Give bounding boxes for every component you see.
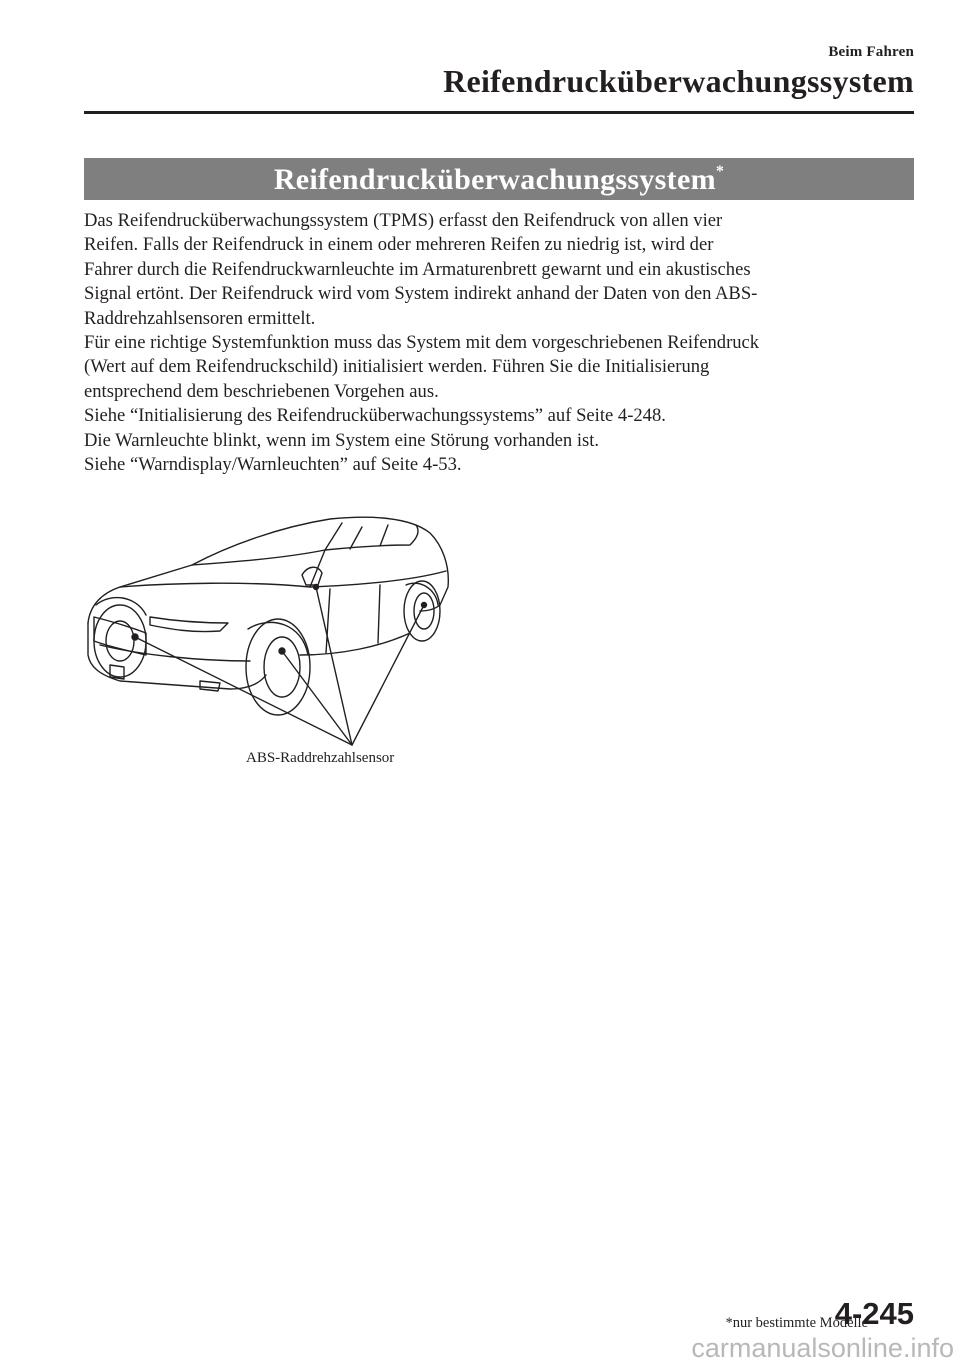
text-line: Signal ertönt. Der Reifendruck wird vom System indirekt anhand der Daten von den ABS-: [84, 283, 758, 305]
text-line: Raddrehzahlsensoren ermittelt.: [84, 307, 316, 329]
car-illustration: [80, 505, 460, 770]
watermark: carmanualsonline.info: [691, 1333, 954, 1363]
text-line: Für eine richtige Systemfunktion muss das System mit dem vorgeschriebenen Reifendruck: [84, 332, 760, 354]
running-title: Reifendrucküberwachungssystem: [443, 63, 914, 99]
section-heading-text: Reifendrucküberwachungssystem: [273, 163, 716, 196]
text-line: Reifen. Falls der Reifendruck in einem oder mehreren Reifen zu niedrig ist, wird der: [84, 234, 714, 256]
text-line: Siehe “Initialisierung des Reifendrucküberwachungssystems” auf Seite 4-248.: [84, 405, 666, 427]
footnote: *nur bestimmte Modelle: [725, 1315, 868, 1331]
footnote-mark: *: [715, 163, 725, 180]
section-heading: [84, 158, 914, 200]
chapter-label: Beim Fahren: [828, 44, 914, 60]
text-line: Das Reifendrucküberwachungssystem (TPMS) erfasst den Reifendruck von allen vier: [84, 210, 723, 231]
text-line: Siehe “Warndisplay/Warnleuchten” auf Seite 4-53.: [84, 454, 462, 476]
body-text: [84, 209, 914, 477]
text-line: Die Warnleuchte blinkt, wenn im System eine Störung vorhanden ist.: [84, 429, 600, 451]
running-header: [443, 44, 914, 100]
figure-label: ABS-Raddrehzahlsensor: [246, 750, 395, 766]
text-line: Fahrer durch die Reifendruckwarnleuchte im Armaturenbrett gewarnt und ein akustisches: [84, 258, 751, 280]
text-line: (Wert auf dem Reifendruckschild) initialisiert werden. Führen Sie die Initialisierung: [84, 356, 710, 378]
page-number: 4-245: [834, 1296, 914, 1331]
text-line: entsprechend dem beschriebenen Vorgehen aus.: [84, 380, 439, 402]
header-rule: [84, 111, 914, 114]
